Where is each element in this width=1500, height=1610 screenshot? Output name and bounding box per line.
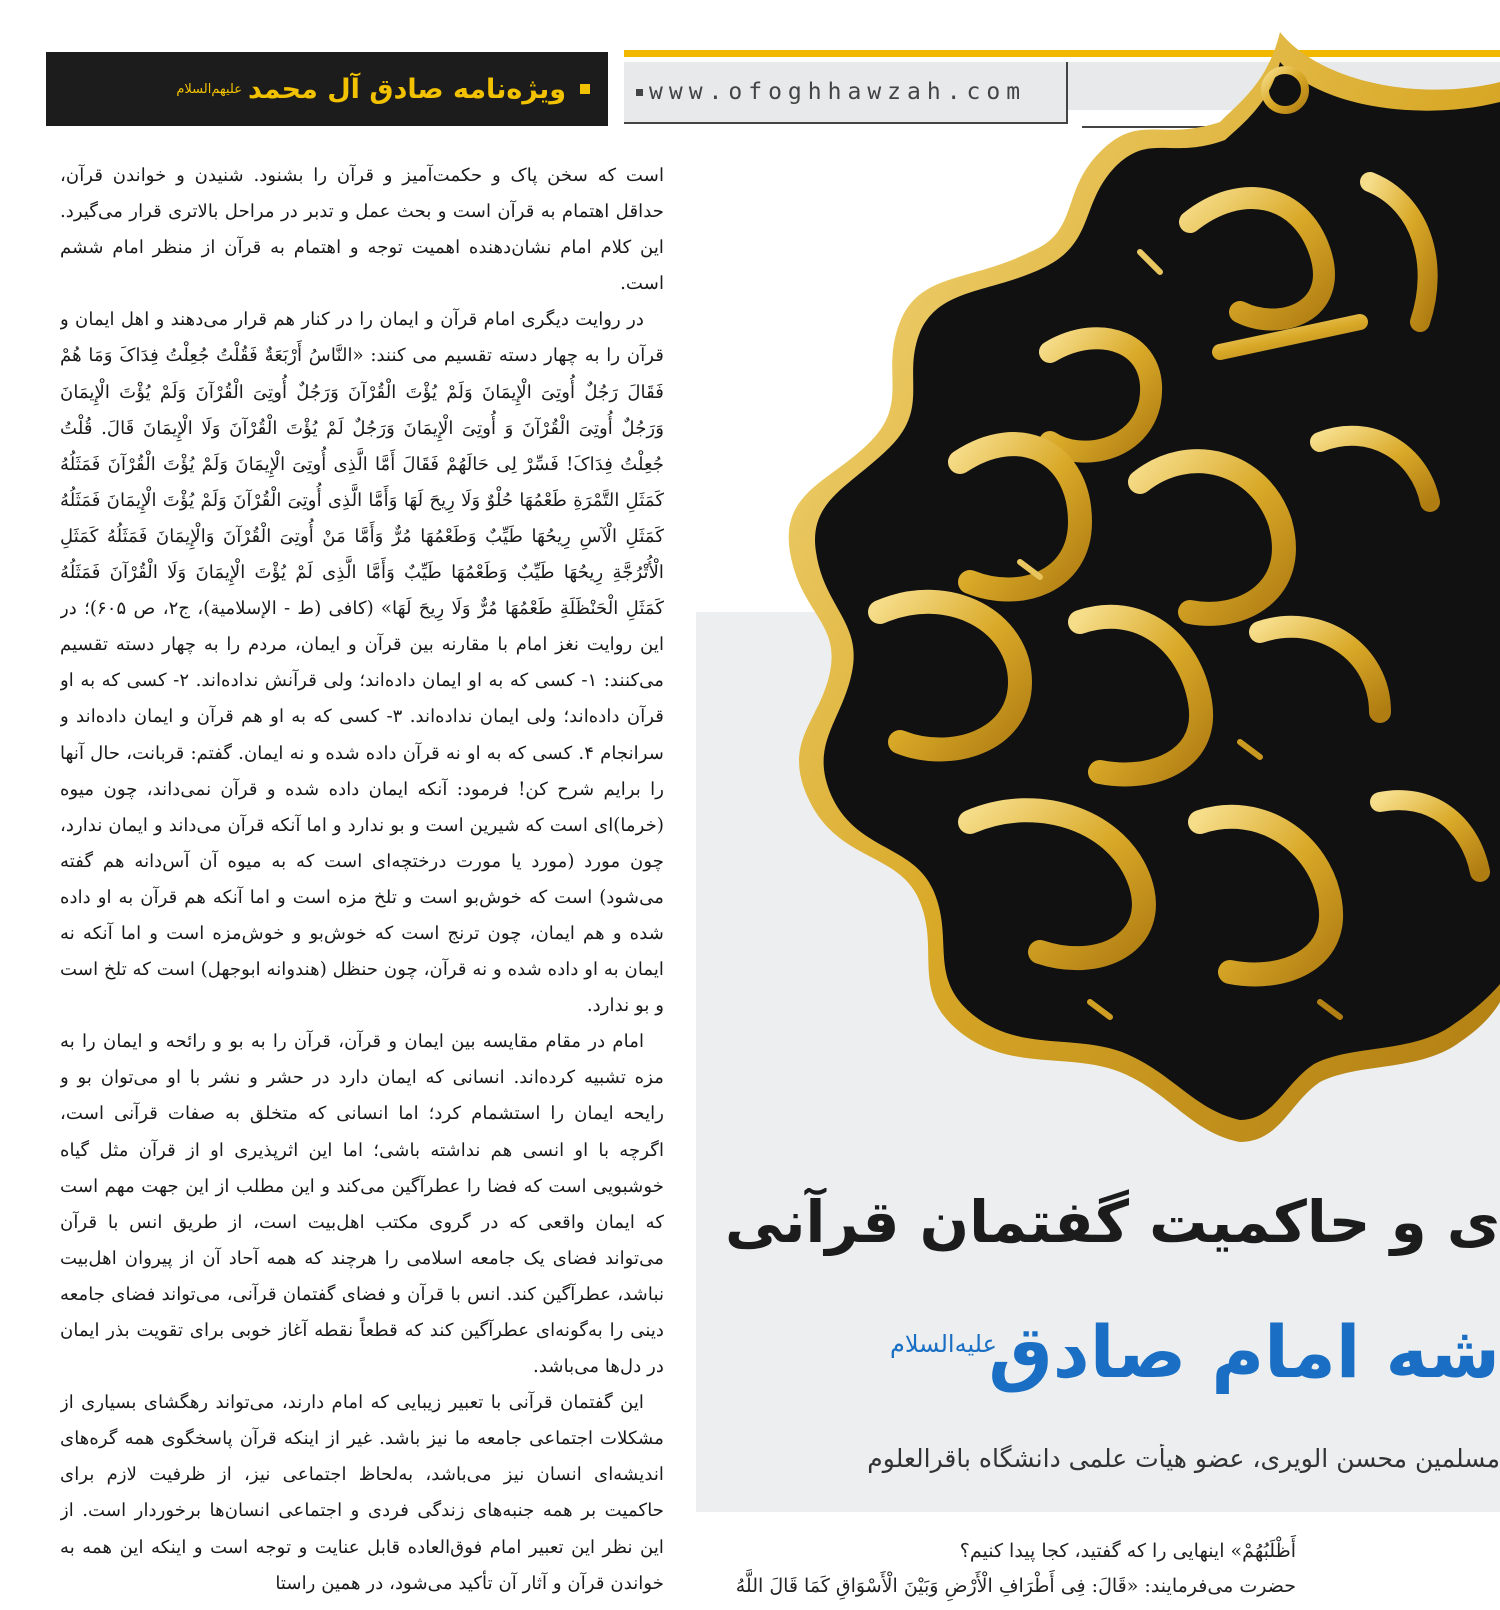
bottom-text-column xyxy=(696,1534,1296,1604)
url-bullet-icon xyxy=(636,89,643,96)
website-url[interactable]: www.ofoghhawzah.com xyxy=(649,79,1027,105)
emblem-graphic xyxy=(720,22,1500,1152)
article-paragraph-4: این گفتمان قرآنی با تعبیر زیبایی که امام دارند، می‌تواند رهگشای بسیاری از مشکلات اجتماعی جامعه ما نیز باشد. غیر از اینکه قرآن پاسخگوی همه گره‌های اندیشه‌ای انسان نیز می‌باشد، به‌لحاظ اجتماعی نیز، از ظرفیت لازم برای حاکمیت بر همه جنبه‌های زندگی فردی و اجتماعی انسان‌ها برخوردار است. از این نظر این تعبیر امام فوق‌العاده قابل عنایت و توجه است و اینکه این همه به خواندن قرآن و آثار آن تأکید می‌شود، در همین راستا xyxy=(60,1392,664,1594)
article-paragraph-1: است که سخن پاک و حکمت‌آمیز و قرآن را بشنود. شنیدن و خواندن قرآن، حداقل اهتمام به قرآن است و بحث عمل و تدبر در مراحل بالاتری قرار می‌گیرد. این کلام امام نشان‌دهنده اهمیت توجه و اهتمام به قرآن از منظر امام ششم است. xyxy=(60,165,664,295)
article-column xyxy=(60,158,664,1608)
section-header xyxy=(46,52,608,126)
calligraphy-emblem-icon xyxy=(720,22,1500,1152)
hero-subtitle: شه امام صادق xyxy=(988,1310,1500,1394)
section-honorific: علیهم‌السلام xyxy=(176,81,242,97)
hero-subtitle-honorific: علیه‌السلام xyxy=(890,1330,997,1358)
section-title: ویژه‌نامه صادق آل محمد xyxy=(247,73,566,105)
article-paragraph-3: امام در مقام مقایسه بین ایمان و قرآن، قرآن را به بو و رائحه و ایمان را به مزه تشبیه کرده‌اند. انسانی که ایمان دارد در حشر و نشر با او می‌توان بو و رایحه ایمان را استشمام کرد؛ اما انسانی که متخلق به صفات قرآنی است، اگرچه با او انسی هم نداشته باشی؛ اما این اثرپذیری او از قرآن مثل گیاه خوشبویی است که فضا را عطرآگین می‌کند و این مطلب از این جهت مهم است که ایمان واقعی که در گروی مکتب اهل‌بیت است، از طریق انس با قرآن می‌تواند فضای یک جامعه اسلامی را هرچند که همه آحاد آن از پیروان اهل‌بیت نباشد، عطرآگین کند. انس با قرآن و فضای گفتمان قرآنی، می‌تواند فضای جامعه دینی را به‌گونه‌ای عطرآگین کند که قطعاً نقطه آغاز خوبی برای تقویت بذر ایمان در دل‌ها می‌باشد. xyxy=(60,1031,664,1378)
hero-author: مسلمین محسن الویری، عضو هیأت علمی دانشگاه باقرالعلوم xyxy=(867,1444,1500,1473)
bottom-line-2: حضرت می‌فرمایند: «قَالَ: فِی أَطْرَافِ الْأَرْضِ وَبَیْنَ الْأَسْوَاقِ کَمَا قَالَ اللَّهُ xyxy=(735,1575,1296,1597)
bottom-line-1: أَظْلَبُهُمْ» اینهایی را که گفتید، کجا پیدا کنیم؟ xyxy=(959,1540,1296,1562)
header-bullet-icon xyxy=(580,84,590,94)
article-paragraph-2: در روایت دیگری امام قرآن و ایمان را در کنار هم قرار می‌دهند و اهل ایمان و قرآن را به چهار دسته تقسیم می کنند: «النَّاسُ أَرْبَعَةٌ فَقُلْتُ جُعِلْتُ فِدَاکَ وَمَا هُمْ فَقَالَ رَجُلٌ أُوتِیَ الْإِیمَانَ وَلَمْ یُؤْتَ الْقُرْآنَ وَرَجُلٌ أُوتِیَ الْقُرْآنَ وَلَمْ یُؤْتَ الْإِیمَانَ وَرَجُلٌ أُوتِیَ الْقُرْآنَ وَ أُوتِیَ الْإِیمَانَ وَرَجُلٌ لَمْ یُؤْتَ الْقُرْآنَ وَلَا الْإِیمَانَ قَالَ. قُلْتُ جُعِلْتُ فِدَاکَ! فَسِّرْ لِی حَالَهُمْ فَقَالَ أَمَّا الَّذِی أُوتِیَ الْإِیمَانَ وَلَمْ یُؤْتَ الْقُرْآنَ فَمَثَلُهُ کَمَثَلِ التَّمْرَةِ طَعْمُهَا حُلْوٌ وَلَا رِیحَ لَهَا وَأَمَّا الَّذِی أُوتِیَ الْقُرْآنَ وَلَمْ یُؤْتَ الْإِیمَانَ فَمَثَلُهُ کَمَثَلِ الْآسِ رِیحُهَا طَیِّبٌ وَطَعْمُهَا مُرٌّ وَأَمَّا مَنْ أُوتِیَ الْقُرْآنَ وَالْإِیمَانَ فَمَثَلُهُ کَمَثَلِ الْأُتْرُجَّةِ رِیحُهَا طَیِّبٌ وَطَعْمُهَا طَیِّبٌ وَأَمَّا الَّذِی لَمْ یُؤْتَ الْإِیمَانَ وَلَا الْقُرْآنَ فَمَثَلُهُ کَمَثَلِ الْحَنْظَلَةِ طَعْمُهَا مُرٌّ وَلَا رِیحَ لَهَا» (کافی (ط - الإسلامیة)، ج۲، ص ۶۰۵)؛ در این روایت نغز امام با مقارنه بین قرآن و ایمان، مردم را به چهار دسته تقسیم می‌کنند: ۱- کسی که به او ایمان داده‌اند؛ ولی قرآنش نداده‌اند. ۲- کسی که به او قرآن داده‌اند؛ ولی ایمان نداده‌اند. ۳- کسی که به او هم قرآن و ایمان داده‌اند و سرانجام ۴. کسی که به او نه قرآن داده شده و نه ایمان. گفتم: قربانت، حال آنها را برایم شرح کن! فرمود: آنکه ایمان داده شده و قرآن نمی‌داند، چون میوه (خرما)ای است که شیرین است و بو ندارد و اما آنکه قرآن می‌داند و ایمان ندارد، چون مورد (مورد یا مورت درختچه‌ای است که به میوه آن آس‌دانه هم گفته می‌شود) است که خوش‌بو است و تلخ مزه است و اما آنکه هم قرآن به او داده شده و هم ایمان، چون ترنج است که خوش‌بو و خوش‌مزه است و اما آنکه نه ایمان به او داده شده و نه قرآن، چون حنظل (هندوانه ابوجهل) است که تلخ است و بو ندارد. xyxy=(60,309,664,1017)
hero-title: ی و حاکمیت گفتمان قرآنی xyxy=(725,1188,1500,1256)
